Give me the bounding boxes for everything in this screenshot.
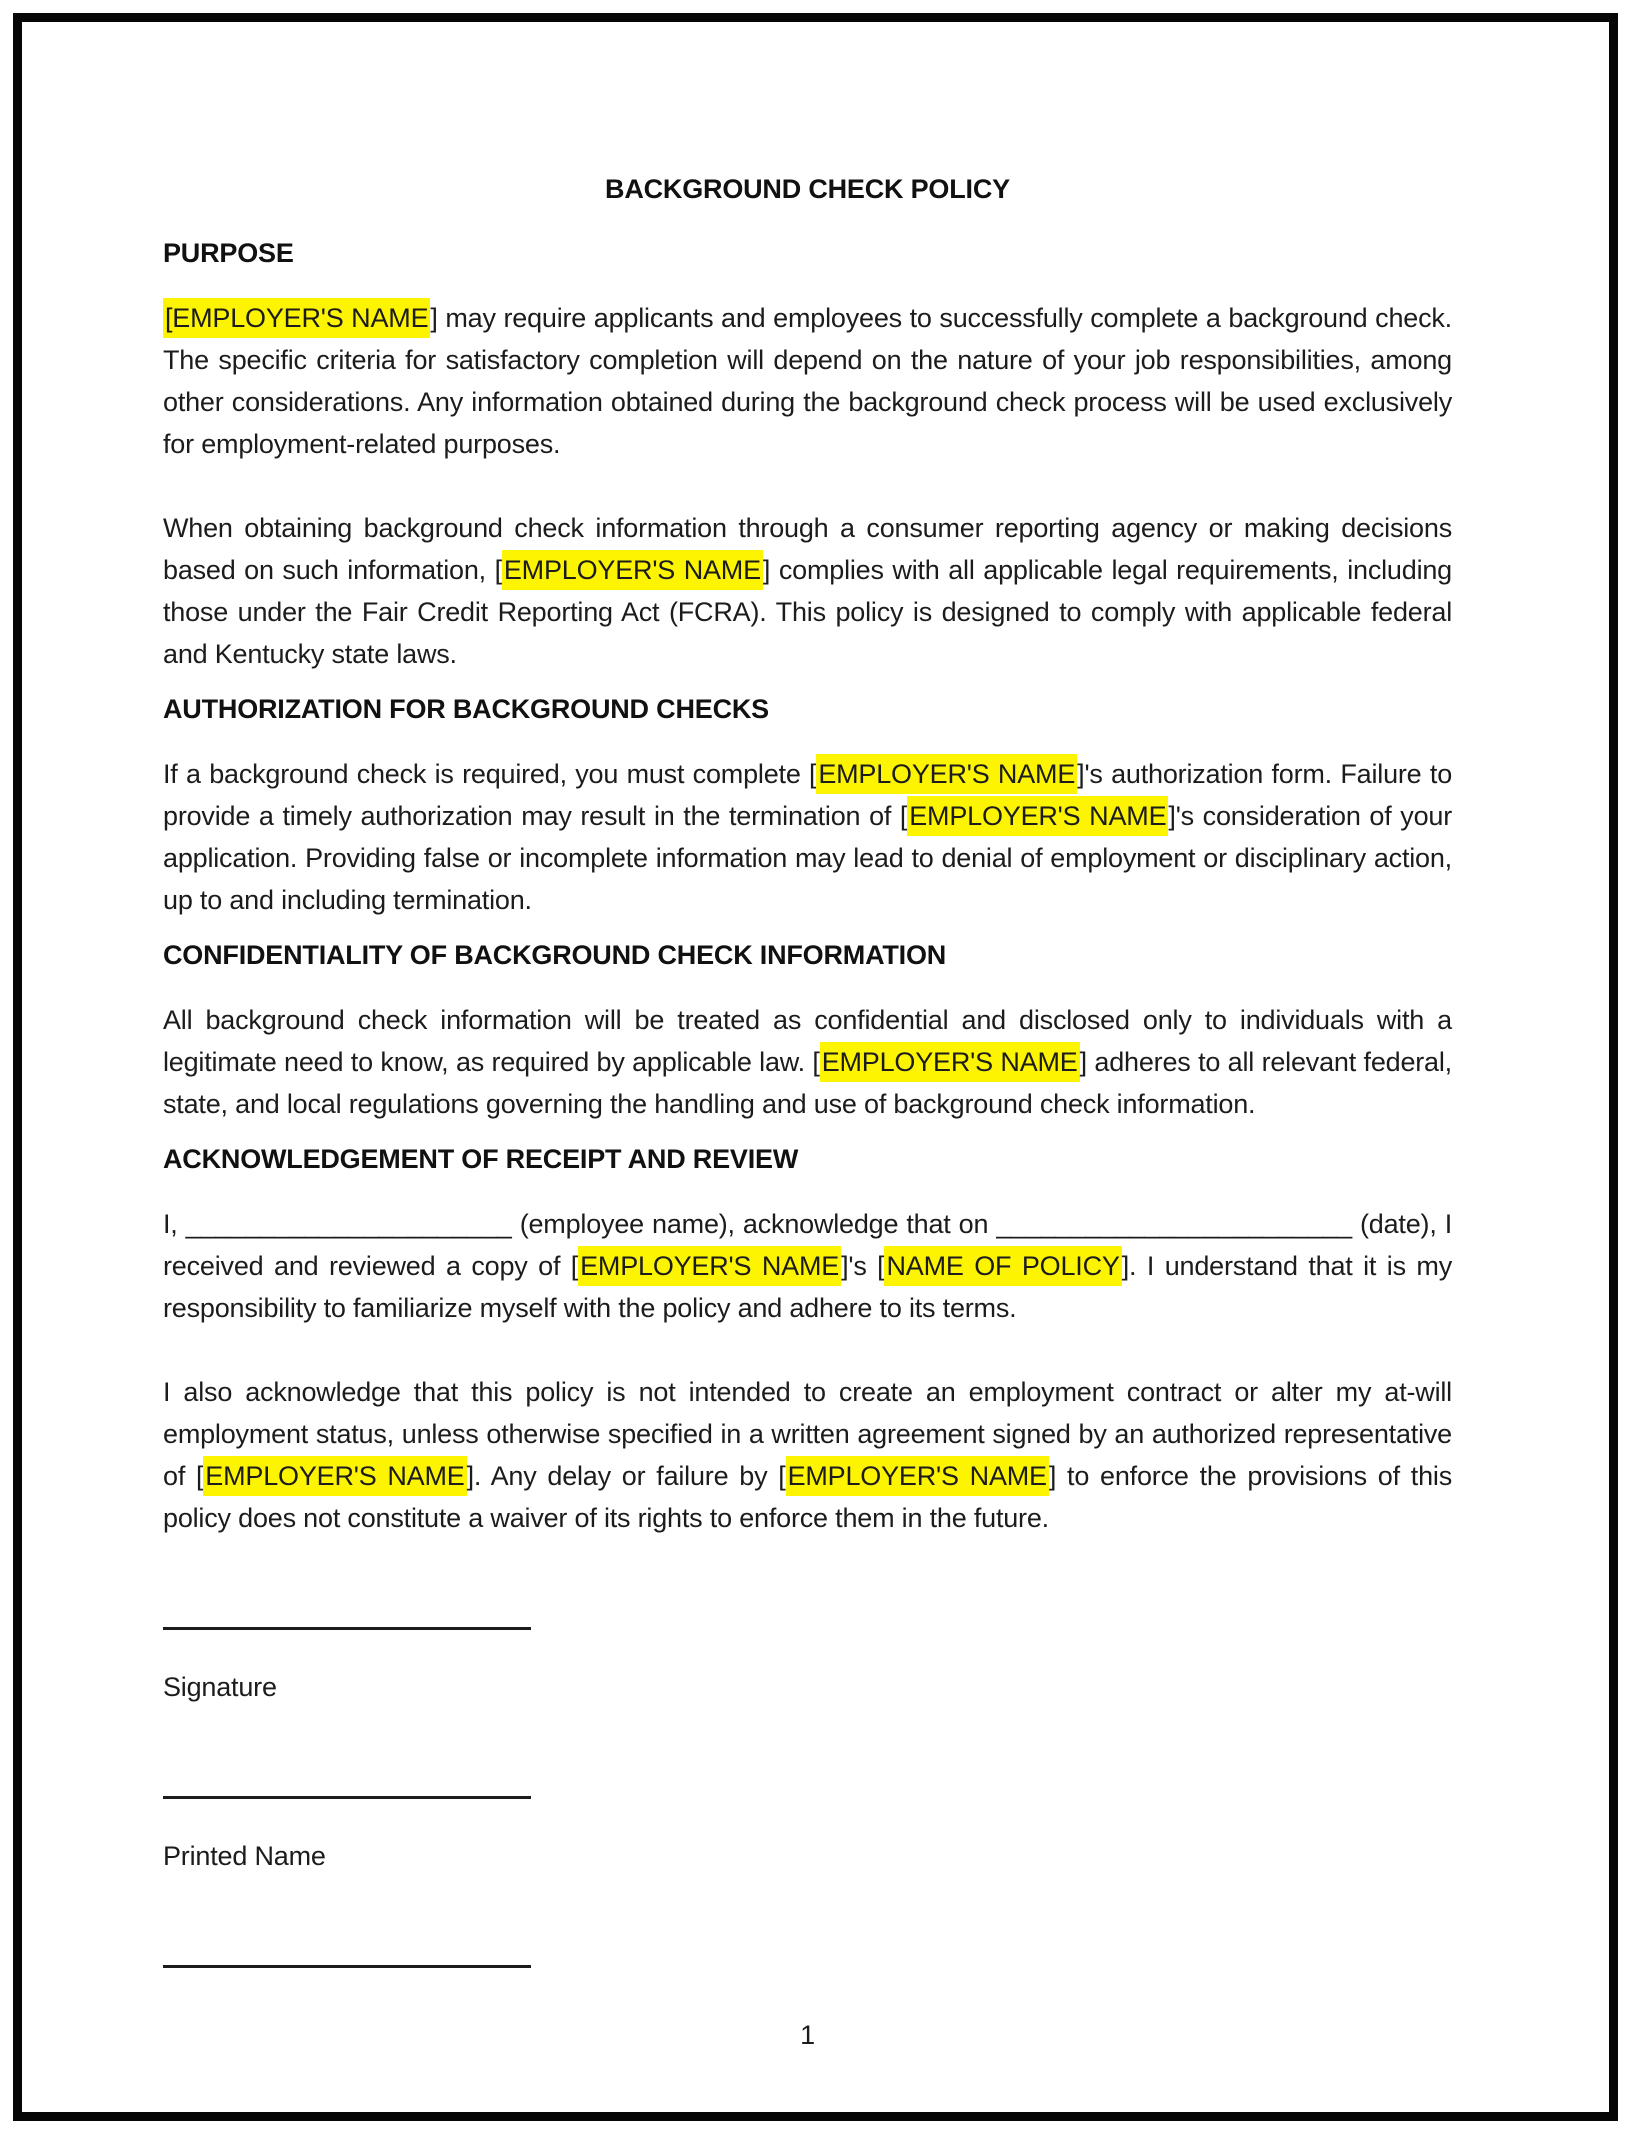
heading-purpose: PURPOSE (163, 238, 294, 268)
body-text: ] may require applicants and employees to successfully complete a background check. The specific criteria for satisfactory completion will depend on the nature of your job responsibilities, among other considerations. Any information obtained during the background check process will be used exclusively for employment-related purposes. (163, 303, 1452, 459)
signature-label: Signature (163, 1672, 277, 1702)
body-text: When obtaining background check information through a consumer reporting agency or making decisions based on such information, [ (163, 513, 1452, 585)
body-text: ] complies with all applicable legal requirements, including those under the Fair Credit Reporting Act (FCRA). This policy is designed to comply with applicable federal and Kentucky state laws. (163, 555, 1452, 669)
placeholder-employer-name: EMPLOYER'S NAME (203, 1456, 466, 1496)
body-text: ] to enforce the provisions of this policy does not constitute a waiver of its rights to enforce them in the future. (163, 1461, 1452, 1533)
placeholder-employer-name: EMPLOYER'S NAME (820, 1042, 1080, 1082)
placeholder-employer-name: [EMPLOYER'S NAME (163, 298, 430, 338)
paragraph-purpose-2 (163, 507, 1452, 675)
body-text: ]. Any delay or failure by [ (466, 1461, 786, 1491)
body-text: If a background check is required, you must complete [ (163, 759, 817, 789)
heading-acknowledgement: ACKNOWLEDGEMENT OF RECEIPT AND REVIEW (163, 1144, 799, 1174)
date-blank: ________________________ (996, 1209, 1352, 1239)
body-text: ]'s authorization form. Failure to provide a timely authorization may result in the termination of [ (163, 759, 1453, 831)
signature-line (163, 1627, 531, 1630)
placeholder-policy-name: NAME OF POLICY (884, 1246, 1121, 1286)
employee-name-blank: ______________________ (185, 1209, 512, 1239)
page-number: 1 (800, 2020, 815, 2050)
body-text: ]'s [ (841, 1251, 885, 1281)
body-text: All background check information will be treated as confidential and disclosed only to individuals with a legitimate need to know, as required by applicable law. [ (163, 1005, 1452, 1077)
placeholder-employer-name: EMPLOYER'S NAME (816, 754, 1077, 794)
document-title: BACKGROUND CHECK POLICY (605, 174, 1010, 204)
placeholder-employer-name: EMPLOYER'S NAME (786, 1456, 1049, 1496)
paragraph-acknowledgement-2 (163, 1371, 1452, 1539)
body-text: I also acknowledge that this policy is not intended to create an employment contract or alter my at-will employment status, unless otherwise specified in a written agreement signed by an authorized representative of [ (163, 1377, 1452, 1491)
paragraph-acknowledgement-1 (163, 1203, 1452, 1329)
body-text: ]. I understand that it is my responsibility to familiarize myself with the policy and adhere to its terms. (163, 1251, 1452, 1323)
body-text: ] adheres to all relevant federal, state, and local regulations governing the handling and use of background check information. (163, 1047, 1452, 1119)
paragraph-purpose-1 (163, 297, 1452, 465)
body-text: ]'s consideration of your application. Providing false or incomplete information may lead to denial of employment or disciplinary action, up to and including termination. (163, 801, 1453, 915)
placeholder-employer-name: EMPLOYER'S NAME (907, 796, 1168, 836)
paragraph-authorization-1 (163, 753, 1452, 921)
printed-name-label: Printed Name (163, 1841, 326, 1871)
date-line (163, 1965, 531, 1968)
body-text: (date), I received and reviewed a copy of [ (163, 1209, 1453, 1281)
placeholder-employer-name: EMPLOYER'S NAME (578, 1246, 841, 1286)
heading-authorization: AUTHORIZATION FOR BACKGROUND CHECKS (163, 694, 769, 724)
printed-name-line (163, 1796, 531, 1799)
paragraph-confidentiality-1 (163, 999, 1452, 1125)
placeholder-employer-name: EMPLOYER'S NAME (502, 550, 763, 590)
body-text: (employee name), acknowledge that on (511, 1209, 997, 1239)
body-text: I, (163, 1209, 186, 1239)
heading-confidentiality: CONFIDENTIALITY OF BACKGROUND CHECK INFORMATION (163, 940, 947, 970)
